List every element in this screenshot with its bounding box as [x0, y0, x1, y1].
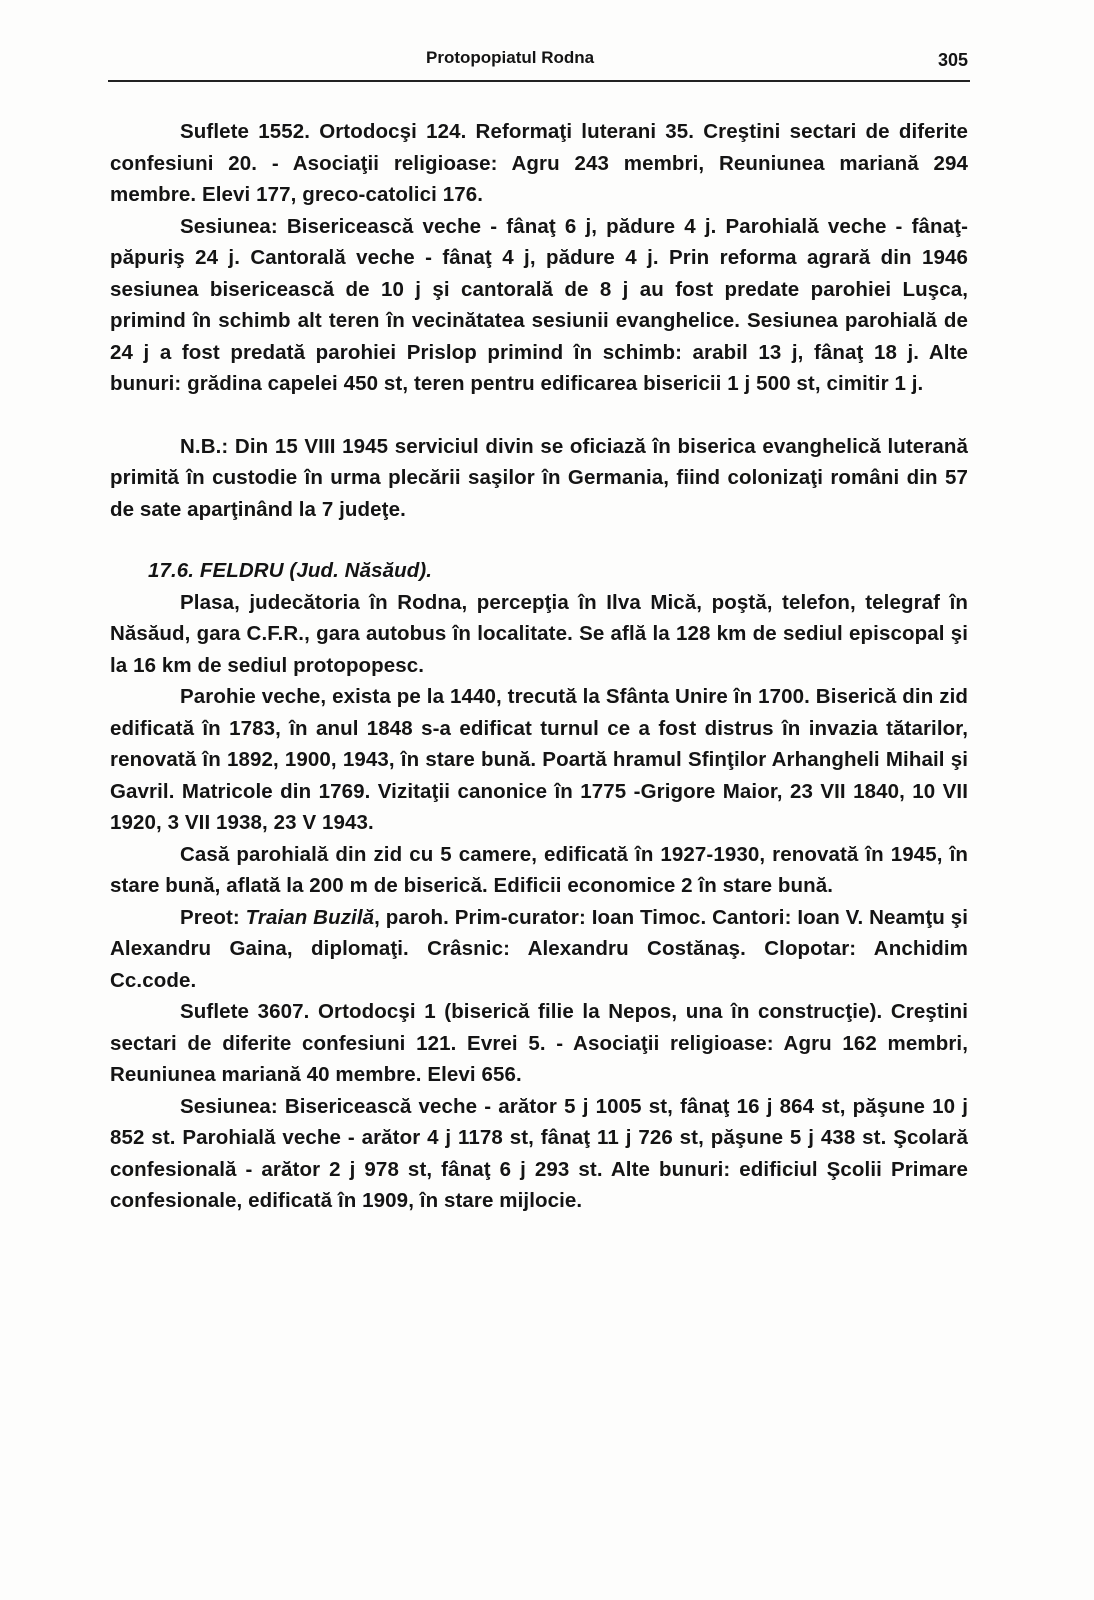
header-rule — [108, 80, 970, 82]
note-paragraph: N.B.: Din 15 VIII 1945 serviciul divin se oficiază în biserica evanghelică luterană primită în custodie în urma plecării saşilor în Germania, fiind colonizaţi români din 57 de sate aparţinând la 7 judeţe. — [110, 434, 968, 521]
priest-prefix: Preot: — [180, 905, 246, 929]
paragraph-souls-rodna: Suflete 1552. Ortodocşi 124. Reformaţi luterani 35. Creştini sectari de diferite confesiuni 20. - Asociaţii religioase: Agru 243 membri, Reuniunea mariană 294 membre. Elevi 177, greco-catolici 176. — [110, 120, 968, 206]
body-text — [110, 116, 968, 1217]
paragraph-parish-house: Casă parohială din zid cu 5 camere, edificată în 1927-1930, renovată în 1945, în stare bună, aflată la 200 m de biserică. Edificii economice 2 în stare bună. — [110, 842, 968, 897]
running-header — [108, 48, 970, 72]
paragraph-parish-history: Parohie veche, exista pe la 1440, trecută la Sfânta Unire în 1700. Biserică din zid edificată în 1783, în anul 1848 s-a edificat turnul ce a fost distrus în invazia tătarilor, renovată în 1892, 1900, 1943, în stare bună. Poartă hramul Sfinţilor Arhangheli Mihail şi Gavril. Matricole din 1769. Vizitaţii canonice în 1775 -Grigore Maior, 23 VII 1840, 10 VII 1920, 3 VII 1938, 23 V 1943. — [110, 685, 968, 834]
paragraph-session-rodna: Sesiunea: Bisericească veche - fânaţ 6 j, pădure 4 j. Parohială veche - fânaţ-păpuriş 24 j. Cantorală veche - fânaţ 4 j, pădure 4 j. Prin reforma agrară din 1946 sesiunea bisericească de 10 j şi cantorală de 8 j au fost predate parohiei Luşca, primind în schimb alt teren în vecinătatea sesiunii evanghelice. Sesiunea parohială de 24 j a fost predată parohiei Prislop primind în schimb: arabil 13 j, fânaţ 18 j. Alte bunuri: grădina capelei 450 st, teren pentru edificarea bisericii 1 j 500 st, cimitir 1 j. — [110, 214, 968, 395]
paragraph-clergy — [110, 902, 968, 997]
section-heading: 17.6. FELDRU (Jud. Năsăud). — [148, 559, 433, 582]
paragraph-session-feldru: Sesiunea: Bisericească veche - arător 5 j 1005 st, fânaţ 16 j 864 st, păşune 10 j 852 st. Parohială veche - arător 4 j 1178 st, fânaţ 11 j 726 st, păşune 5 j 438 st. Şcolară confesională - arător 2 j 978 st, fânaţ 6 j 293 st. Alte bunuri: edificiul Şcolii Primare confesionale, edificată în 1909, în stare mijlocie. — [110, 1094, 968, 1212]
running-title: Protopopiatul Rodna — [426, 48, 595, 67]
paragraph-souls-feldru: Suflete 3607. Ortodocşi 1 (biserică filie la Nepos, una în construcţie). Creştini sectari de diferite confesiuni 121. Evrei 5. - Asociaţii religioase: Agru 162 membri, Reuniunea mariană 40 membre. Elevi 656. — [110, 1000, 968, 1086]
paragraph-location: Plasa, judecătoria în Rodna, percepţia în Ilva Mică, poştă, telefon, telegraf în Năsăud, gara C.F.R., gara autobus în localitate. Se află la 128 km de sediul episcopal şi la 16 km de sediul protopopesc. — [110, 590, 968, 677]
priest-name: Traian Buzilă — [245, 905, 375, 929]
clergy-details: , paroh. Prim-curator: Ioan Timoc. Cantori: Ioan V. Neamţu şi Alexandru Gaina, diplomaţi. Crâsnic: Alexandru Costănaş. Clopotar: Anchidim Cc.code. — [110, 905, 969, 992]
page-number: 305 — [937, 50, 968, 70]
